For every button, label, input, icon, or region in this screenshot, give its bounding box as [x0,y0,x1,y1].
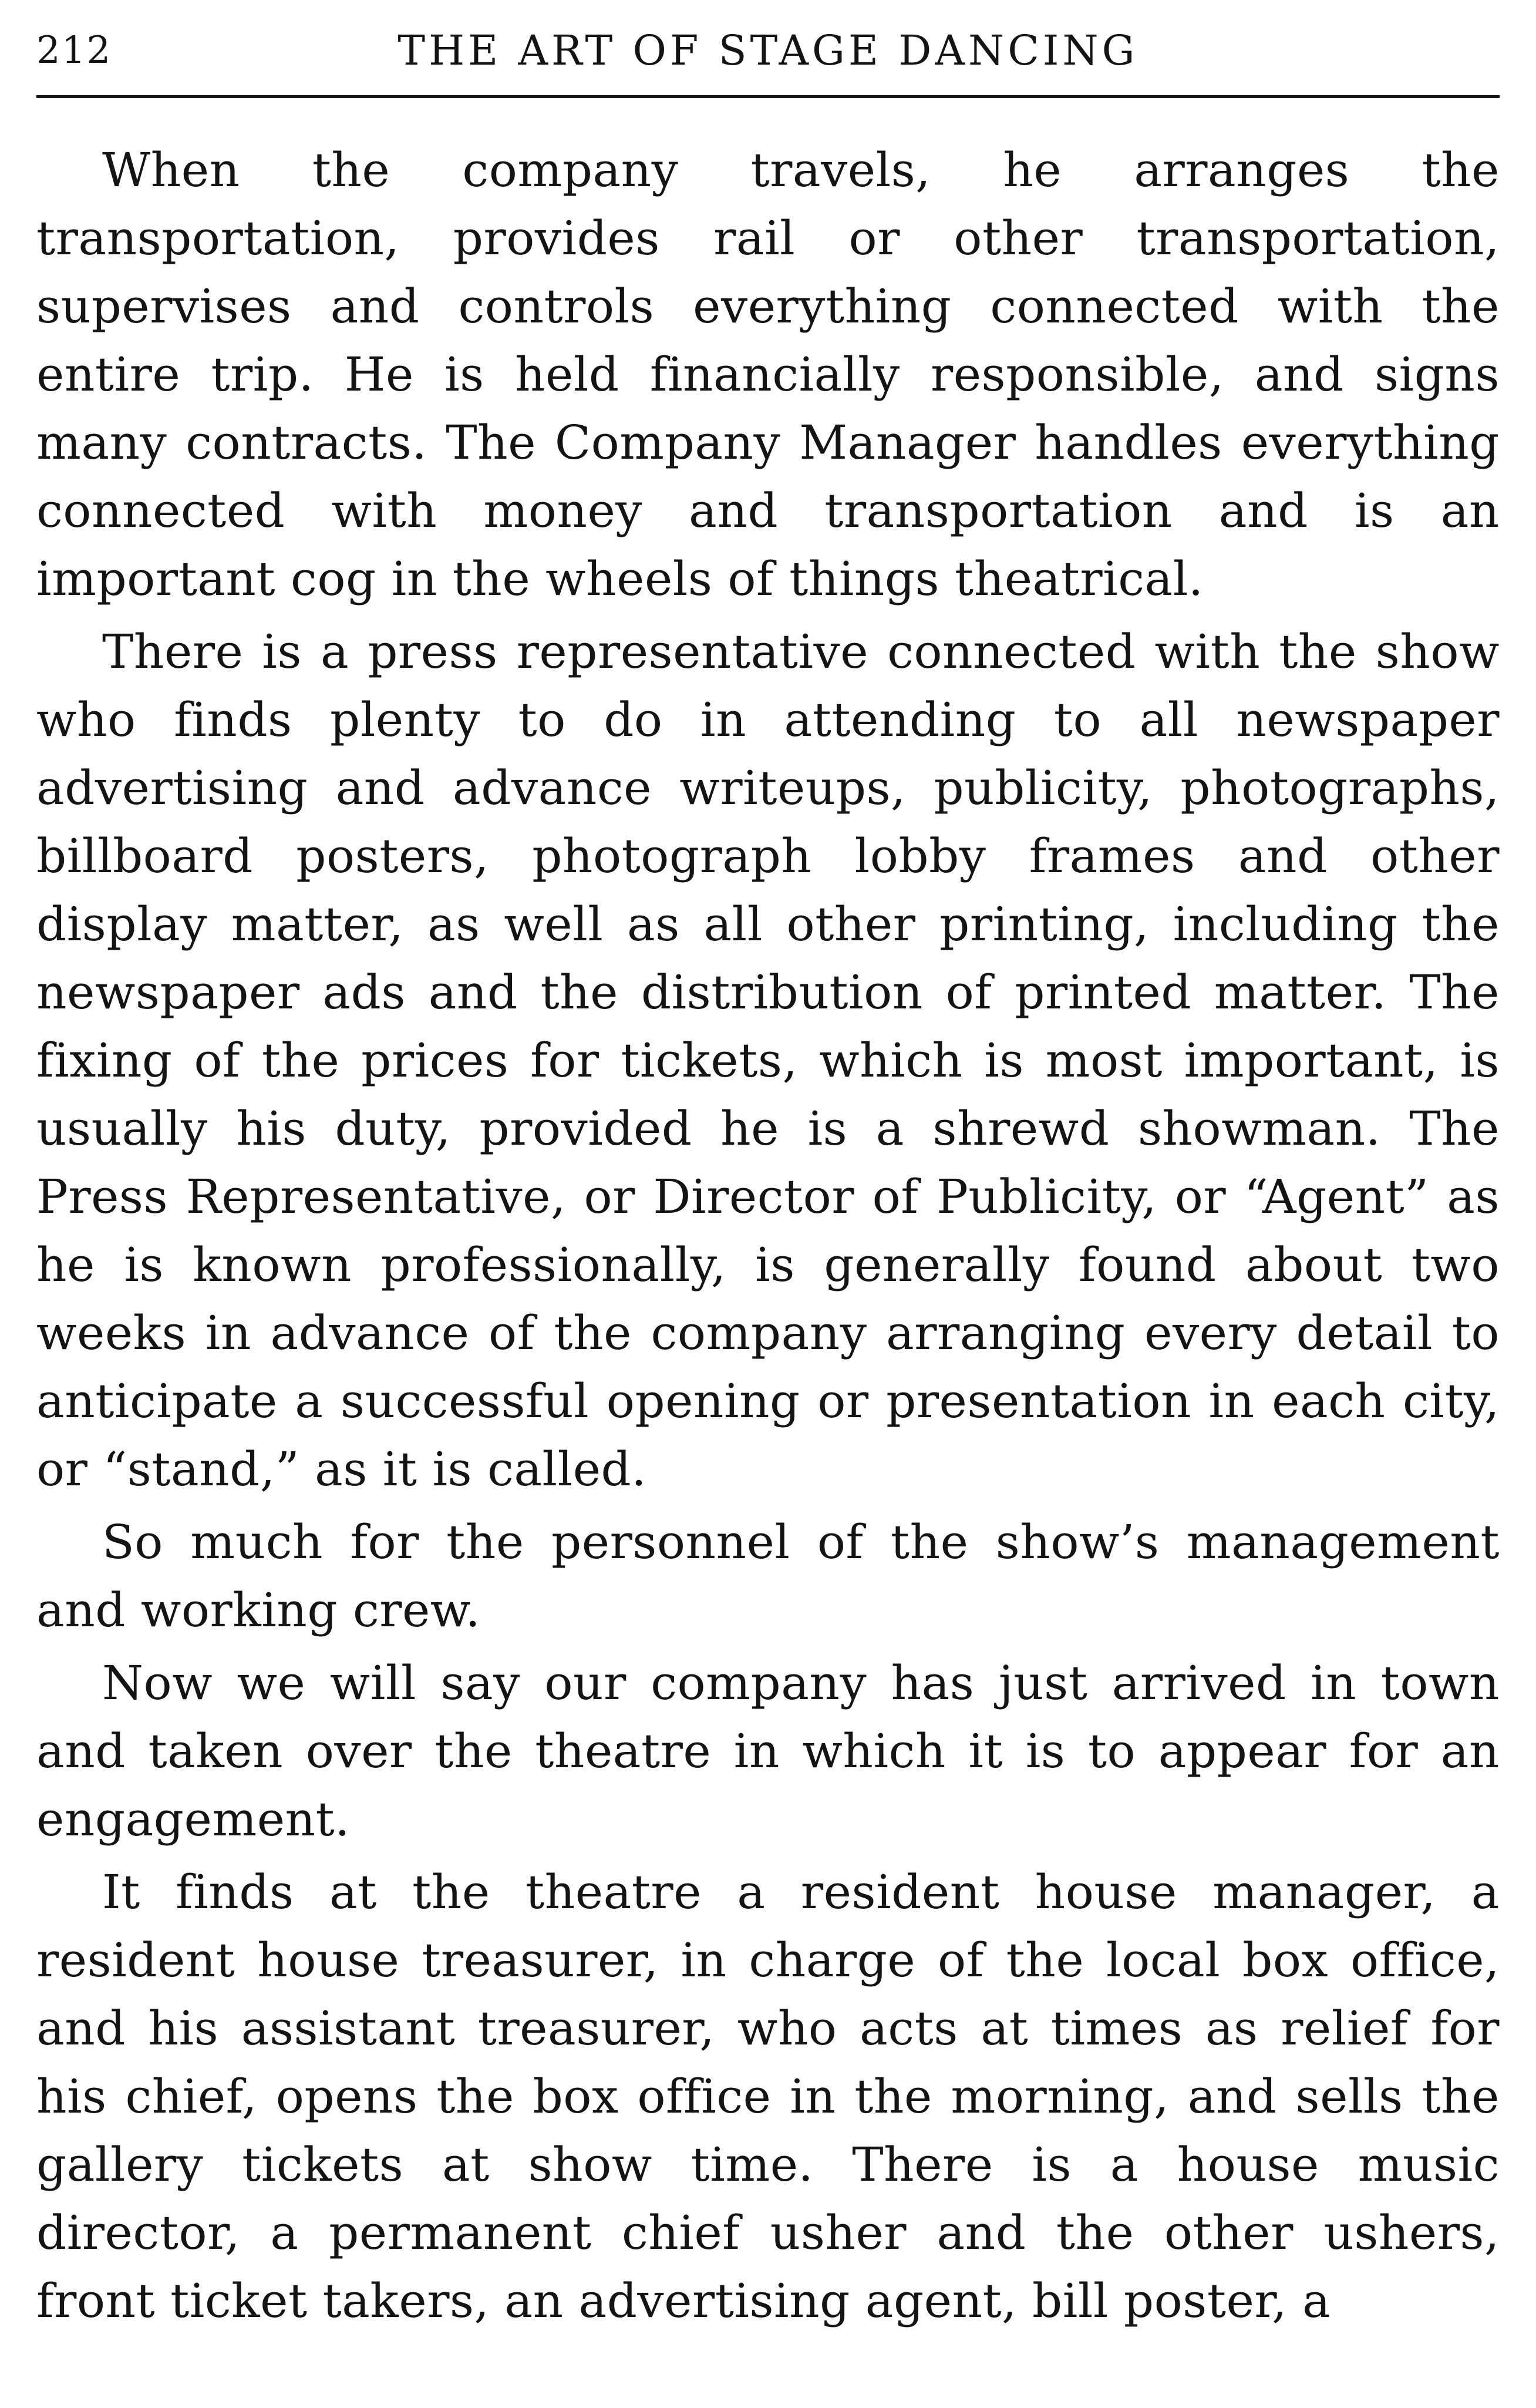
paragraph: Now we will say our company has just arrived in town and taken over the theatre in which it is to appear for an engagement. [36,1656,1500,1847]
paragraph: There is a press representative connected with the show who finds plenty to do in attending to all newspaper advertising and advance writeups, publicity, photographs, billboard posters, photograph lobby frames and other display matter, as well as all other printing, including the newspaper ads and the distribution of printed matter. The fixing of the prices for tickets, which is most important, is usually his duty, provided he is a shrewd showman. The Press Representative, or Director of Publicity, or “Agent” as he is known professionally, is generally found about two weeks in advance of the company arranging every detail to anticipate a successful opening or presentation in each city, or “stand,” as it is called. [36,624,1500,1496]
paragraph: So much for the personnel of the show’s management and working crew. [36,1515,1500,1637]
paragraph: When the company travels, he arranges the transportation, provides rail or other transportation, supervises and controls everything connected with the entire trip. He is held financially responsible, and signs many contracts. The Company Manager handles everything connected with money and transportation and is an important cog in the wheels of things theatrical. [36,143,1500,606]
page-header [36,25,1500,75]
header-rule [36,95,1500,98]
paragraph: It finds at the theatre a resident house manager, a resident house treasurer, in charge of the local box office, and his assistant treasurer, who acts at times as relief for his chief, opens the box office in the morning, and sells the gallery tickets at show time. There is a house music director, a permanent chief usher and the other ushers, front ticket takers, an advertising agent, bill poster, a [36,1865,1500,2328]
body-text [36,136,1500,2335]
running-title: THE ART OF STAGE DANCING [398,26,1138,75]
page-number: 212 [36,29,112,72]
